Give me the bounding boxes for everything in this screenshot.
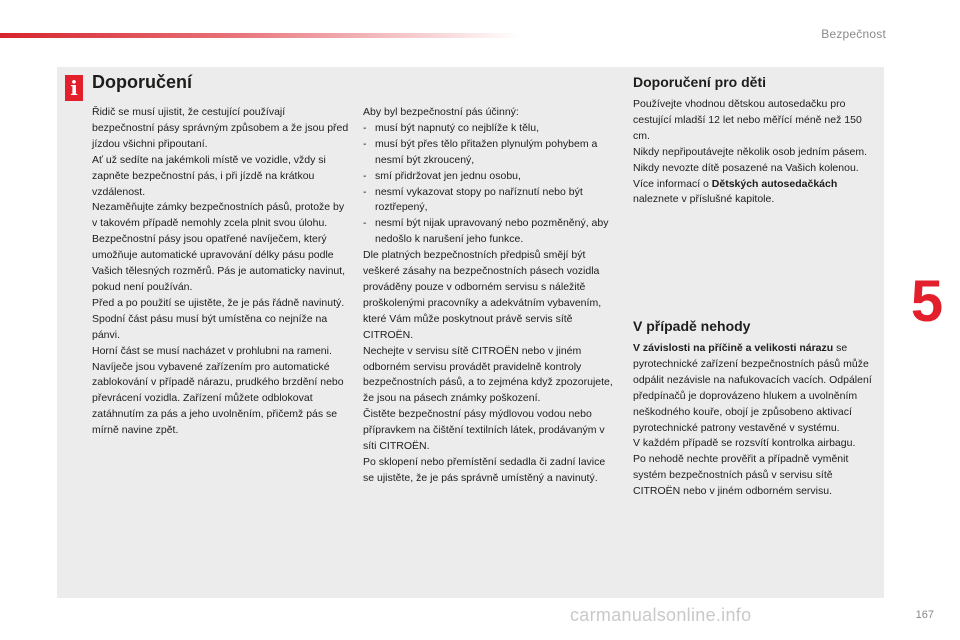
children-title: Doporučení pro děti bbox=[633, 74, 766, 90]
recommendations-title: Doporučení bbox=[92, 72, 193, 92]
accident-intro-bold: V závislosti na příčině a velikosti nárazu bbox=[633, 342, 834, 354]
paragraph: Navíječe jsou vybavené zařízením pro automatické zablokování v případě nárazu, prudkého brzdění nebo převrácení vozidla. Zařízení můžete odblokovat zatáhnutím za pás a jeho uvolněním, přičemž pás se mírně navine zpět. bbox=[92, 360, 344, 437]
paragraph: Používejte vhodnou dětskou autosedačku pro cestující mladší 12 let nebo měřící méně než 150 cm. bbox=[633, 98, 862, 142]
paragraph: Nezaměňujte zámky bezpečnostních pásů, protože by v takovém případě nemohly zcela plnit svou úlohu. bbox=[92, 201, 345, 230]
list-intro: Aby byl bezpečnostní pás účinný: bbox=[363, 106, 519, 118]
children-section bbox=[633, 97, 878, 208]
info-icon: i bbox=[65, 75, 83, 101]
middle-column bbox=[363, 105, 616, 487]
chapter-number: 5 bbox=[910, 269, 944, 334]
paragraph: Spodní část pásu musí být umístěna co nejníže na pánvi. bbox=[92, 312, 328, 341]
list-item: - nesmí být nijak upravovaný nebo pozměněný, aby nedošlo k narušení jeho funkce. bbox=[363, 216, 616, 248]
paragraph: V každém případě se rozsvítí kontrolka airbagu. bbox=[633, 437, 856, 450]
paragraph: Dle platných bezpečnostních předpisů smějí být veškeré zásahy na bezpečnostních pásech vozidla prováděny pouze v odborném servisu s náležitě proškolenými pracovníky a adekvátním vybavením, které Vám může poskytnout právě servis sítě CITROËN. bbox=[363, 249, 602, 341]
accident-section bbox=[633, 341, 878, 500]
watermark: carmanualsonline.info bbox=[570, 605, 752, 625]
paragraph: Nikdy nepřipoutávejte několik osob jedním pásem. bbox=[633, 145, 868, 158]
paragraph: Nechejte v servisu sítě CITROËN nebo v jiném odborném servisu provádět pravidelně kontroly bezpečnostních pásů, a to zejména když zpozorujete, že jsou na pásech známky poškození. bbox=[363, 344, 613, 405]
list-item: - nesmí vykazovat stopy po naříznutí nebo být roztřepený, bbox=[363, 185, 616, 217]
paragraph: Ať už sedíte na jakémkoli místě ve vozidle, vždy si zapněte bezpečnostní pás, i při jízdě na krátkou vzdálenost. bbox=[92, 153, 326, 198]
paragraph: Po sklopení nebo přemístění sedadla či zadní lavice se ujistěte, že je pás správně umístěný a navinutý. bbox=[363, 455, 606, 484]
list-item: - musí být napnutý co nejblíže k tělu, bbox=[363, 121, 616, 137]
accident-intro bbox=[633, 341, 878, 436]
left-column bbox=[92, 105, 350, 439]
more-info-suffix: naleznete v příslušné kapitole. bbox=[633, 193, 775, 206]
list-item: - musí být přes tělo přitažen plynulým pohybem a nesmí být zkroucený, bbox=[363, 137, 616, 169]
section-header: Bezpečnost bbox=[821, 27, 886, 41]
paragraph: Po nehodě nechte prověřit a případně vyměnit systém bezpečnostních pásů v servisu sítě CITROËN nebo v jiném odborném servisu. bbox=[633, 453, 849, 498]
requirements-list bbox=[363, 121, 616, 248]
list-item: - smí přidržovat jen jednu osobu, bbox=[363, 169, 616, 185]
accident-intro-text: se pyrotechnické zařízení bezpečnostních pásů může odpálit nezávisle na nafukovacích vacích. Odpálení předpínačů je doprovázeno hlukem a uvolněním neškodného kouře, obojí je způsobeno aktivací pyrotechnické patrony vestavěné v systému. bbox=[633, 342, 872, 434]
paragraph: Čistěte bezpečnostní pásy mýdlovou vodou nebo přípravkem na čištění textilních látek, prodávaným v síti CITROËN. bbox=[363, 408, 605, 453]
header-accent-bar bbox=[0, 33, 520, 38]
paragraph: Nikdy nevozte dítě posazené na Vašich kolenou. bbox=[633, 161, 859, 174]
paragraph: Bezpečnostní pásy jsou opatřené navíječem, který umožňuje automatické upravování délky pásu podle Vašich tělesných rozměrů. Pás je automaticky navinut, pokud není používán. bbox=[92, 233, 346, 293]
child-seats-reference: Dětských autosedačkách bbox=[711, 177, 838, 190]
page-number: 167 bbox=[915, 609, 934, 621]
paragraph: Horní část se musí nacházet v prohlubni na rameni. bbox=[92, 344, 332, 357]
accident-title: V případě nehody bbox=[633, 318, 751, 334]
paragraph: Před a po použití se ujistěte, že je pás řádně navinutý. bbox=[92, 296, 345, 309]
more-info-paragraph bbox=[633, 177, 878, 209]
paragraph: Řidič se musí ujistit, že cestující používají bezpečnostní pásy správným způsobem a že jsou před jízdou všichni připoutaní. bbox=[92, 106, 349, 150]
more-info-prefix: Více informací o bbox=[633, 177, 712, 190]
